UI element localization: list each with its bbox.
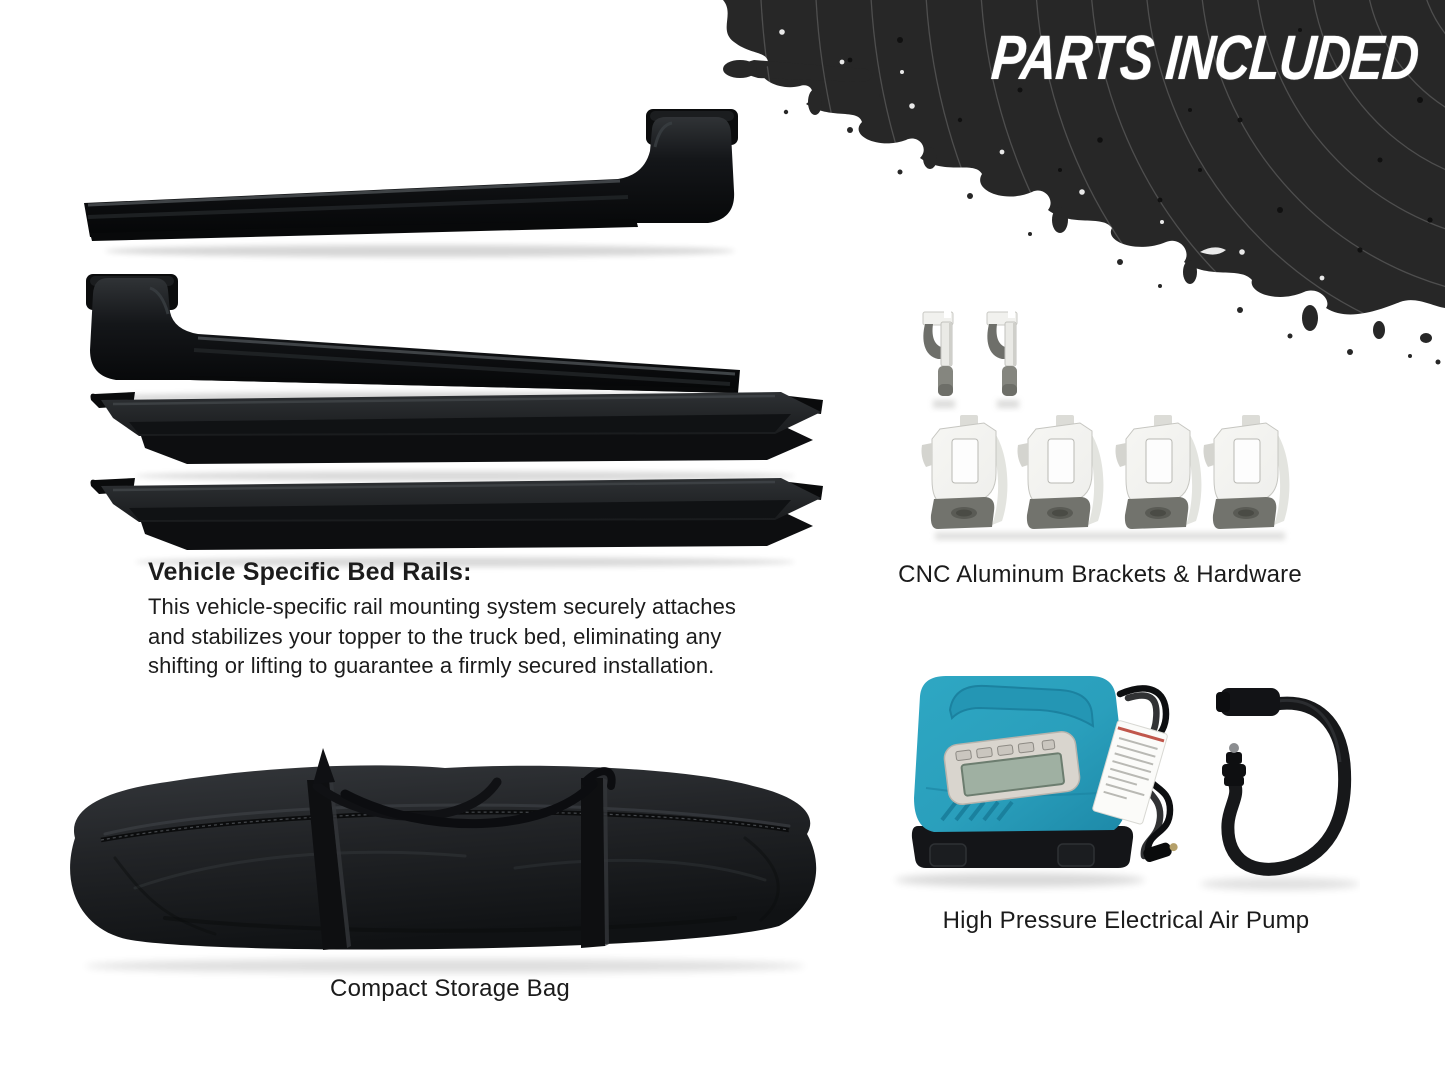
air-hose bbox=[1216, 688, 1345, 869]
small-bracket bbox=[923, 311, 953, 396]
bag-strap bbox=[581, 778, 605, 948]
small-bracket bbox=[987, 311, 1017, 396]
banner-title: PARTS INCLUDED bbox=[988, 22, 1422, 94]
brackets-label: CNC Aluminum Brackets & Hardware bbox=[898, 561, 1302, 588]
air-pump-label: High Pressure Electrical Air Pump bbox=[942, 907, 1310, 934]
clamp-bracket bbox=[1204, 415, 1290, 529]
storage-bag-label: Compact Storage Bag bbox=[330, 975, 570, 1002]
clamp-bracket bbox=[1116, 415, 1202, 529]
storage-bag-image bbox=[45, 738, 845, 983]
straight-rail-image bbox=[75, 458, 835, 573]
clamp-bracket bbox=[1018, 415, 1104, 529]
air-pump-image bbox=[890, 668, 1360, 900]
bed-rails-text-block bbox=[148, 558, 748, 681]
bag-strap-tip bbox=[313, 748, 335, 784]
hose-connector bbox=[1222, 743, 1246, 786]
bed-rails-description: This vehicle-specific rail mounting system securely attaches and stabilizes your topper to the truck bed, eliminating any shifting or lifting to guarantee a firmly secured installation. bbox=[148, 594, 737, 679]
bed-rails-heading: Vehicle Specific Bed Rails: bbox=[148, 558, 472, 586]
clamp-bracket bbox=[922, 415, 1008, 529]
bed-rail-right-elbow-image bbox=[80, 105, 745, 265]
cnc-brackets-image bbox=[905, 300, 1305, 552]
